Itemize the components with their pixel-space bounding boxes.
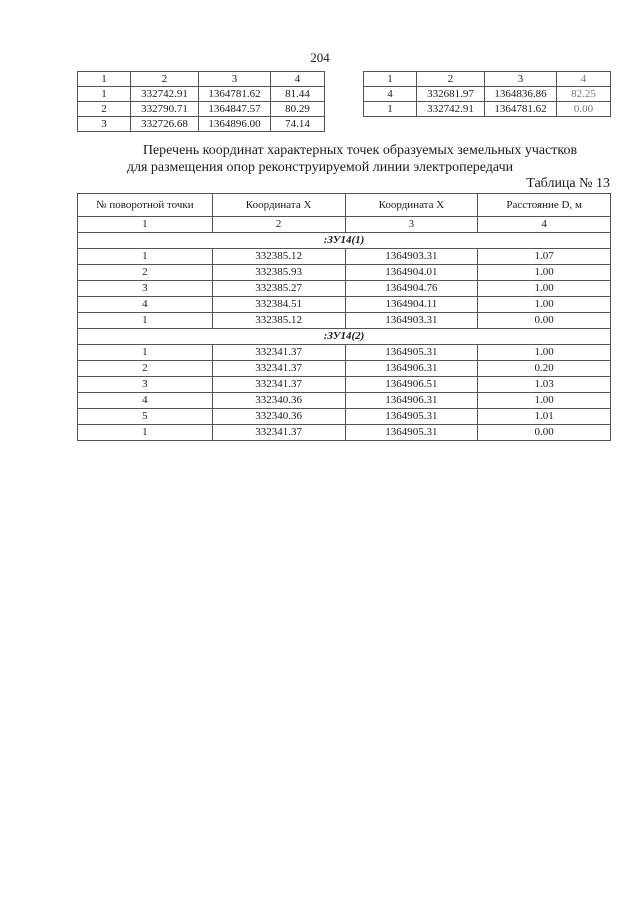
cell: 1364903.31 <box>345 249 478 265</box>
cell: 1.00 <box>478 265 611 281</box>
cell: 1364896.00 <box>199 117 271 132</box>
cell: 332341.37 <box>212 377 345 393</box>
column-header-distance: Расстояние D, м <box>478 194 611 217</box>
cell: 332790.71 <box>131 102 199 117</box>
cell: 0.00 <box>557 102 611 117</box>
cell: 332742.91 <box>131 87 199 102</box>
table-row <box>78 297 611 313</box>
cell: 1 <box>78 345 213 361</box>
cell: 74.14 <box>271 117 325 132</box>
table-row <box>364 87 611 102</box>
section-title: :ЗУ14(2) <box>78 329 611 345</box>
cell: 1 <box>78 313 213 329</box>
cell: 4 <box>78 393 213 409</box>
cell: 332341.37 <box>212 345 345 361</box>
table-row <box>78 87 325 102</box>
table-row <box>78 425 611 441</box>
header-cell: 1 <box>78 72 131 87</box>
cell: 1364847.57 <box>199 102 271 117</box>
cell: 1.00 <box>478 345 611 361</box>
cell: 332681.97 <box>417 87 485 102</box>
header-cell: 2 <box>131 72 199 87</box>
cell: 1 <box>78 217 213 233</box>
table-row <box>78 377 611 393</box>
cell: 3 <box>78 281 213 297</box>
table-row <box>78 409 611 425</box>
cell: 1364906.51 <box>345 377 478 393</box>
cell: 332340.36 <box>212 393 345 409</box>
cell: 0.00 <box>478 313 611 329</box>
table-row <box>78 102 325 117</box>
header-cell: 3 <box>485 72 557 87</box>
cell: 0.00 <box>478 425 611 441</box>
cell: 1364904.01 <box>345 265 478 281</box>
cell: 4 <box>78 297 213 313</box>
table-row <box>78 249 611 265</box>
coordinates-table <box>77 193 611 441</box>
header-cell: 1 <box>364 72 417 87</box>
cell: 4 <box>364 87 417 102</box>
cell: 1 <box>78 425 213 441</box>
column-header-coordinate-x-2: Координата X <box>345 194 478 217</box>
header-cell: 4 <box>557 72 611 87</box>
section-heading-line-2: для размещения опор реконструируемой линии электропередачи <box>126 160 514 175</box>
cell: 0.20 <box>478 361 611 377</box>
cell: 1364905.31 <box>345 425 478 441</box>
cell: 332385.27 <box>212 281 345 297</box>
cell: 1.07 <box>478 249 611 265</box>
cell: 332341.37 <box>212 361 345 377</box>
cell: 2 <box>78 102 131 117</box>
cell: 1364904.11 <box>345 297 478 313</box>
continuation-table-left <box>77 71 325 132</box>
table-row <box>78 361 611 377</box>
cell: 3 <box>345 217 478 233</box>
header-cell: 3 <box>199 72 271 87</box>
cell: 4 <box>478 217 611 233</box>
cell: 80.29 <box>271 102 325 117</box>
cell: 82.25 <box>557 87 611 102</box>
cell: 1364904.76 <box>345 281 478 297</box>
cell: 1.00 <box>478 297 611 313</box>
table-row <box>78 393 611 409</box>
cell: 1364905.31 <box>345 345 478 361</box>
cell: 1.00 <box>478 393 611 409</box>
table-row <box>78 281 611 297</box>
cell: 1 <box>78 87 131 102</box>
table-header-row <box>364 72 611 87</box>
cell: 1.01 <box>478 409 611 425</box>
table-row <box>364 102 611 117</box>
cell: 332341.37 <box>212 425 345 441</box>
column-header-coordinate-x: Координата X <box>212 194 345 217</box>
cell: 1364906.31 <box>345 393 478 409</box>
cell: 2 <box>78 265 213 281</box>
table-label: Таблица № 13 <box>526 176 610 191</box>
cell: 1364781.62 <box>485 102 557 117</box>
cell: 5 <box>78 409 213 425</box>
table-row <box>78 117 325 132</box>
cell: 1364903.31 <box>345 313 478 329</box>
table-row <box>78 345 611 361</box>
cell: 1364781.62 <box>199 87 271 102</box>
cell: 2 <box>212 217 345 233</box>
cell: 1 <box>364 102 417 117</box>
cell: 81.44 <box>271 87 325 102</box>
section-title: :ЗУ14(1) <box>78 233 611 249</box>
cell: 1364905.31 <box>345 409 478 425</box>
cell: 1364906.31 <box>345 361 478 377</box>
continuation-table-right <box>363 71 611 117</box>
cell: 332742.91 <box>417 102 485 117</box>
cell: 332385.12 <box>212 313 345 329</box>
cell: 332726.68 <box>131 117 199 132</box>
table-row <box>78 313 611 329</box>
column-numbering-row <box>78 217 611 233</box>
table-header-row <box>78 194 611 217</box>
cell: 1.03 <box>478 377 611 393</box>
cell: 332384.51 <box>212 297 345 313</box>
section-heading-line-1: Перечень координат характерных точек образуемых земельных участков <box>142 143 578 158</box>
header-cell: 4 <box>271 72 325 87</box>
column-header-point-number: № поворотной точки <box>78 194 213 217</box>
cell: 332385.12 <box>212 249 345 265</box>
cell: 1.00 <box>478 281 611 297</box>
cell: 2 <box>78 361 213 377</box>
cell: 3 <box>78 377 213 393</box>
cell: 1 <box>78 249 213 265</box>
header-cell: 2 <box>417 72 485 87</box>
table-row <box>78 265 611 281</box>
cell: 332385.93 <box>212 265 345 281</box>
table-header-row <box>78 72 325 87</box>
page-number: 204 <box>310 50 330 65</box>
cell: 3 <box>78 117 131 132</box>
section-row <box>78 233 611 249</box>
cell: 332340.36 <box>212 409 345 425</box>
cell: 1364836.86 <box>485 87 557 102</box>
section-row <box>78 329 611 345</box>
